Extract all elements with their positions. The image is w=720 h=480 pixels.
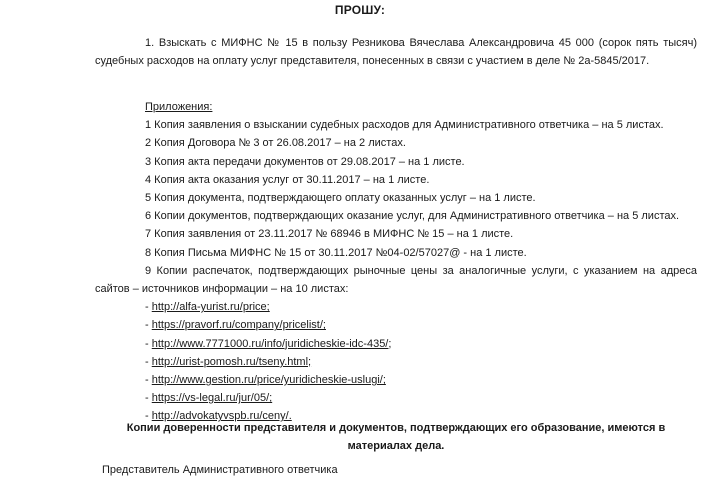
appendix-item-4: 4 Копия акта оказания услуг от 30.11.2017 – на 1 листе. [145, 173, 430, 186]
representative-line: Представитель Административного ответчика [102, 464, 338, 476]
appendix-title: Приложения: [145, 101, 213, 113]
appendix-item-1: 1 Копия заявления о взыскании судебных расходов для Административного ответчика – на 5 листах. [145, 119, 664, 132]
list-dash: - [145, 410, 149, 423]
list-dash: - [145, 392, 149, 405]
list-item [95, 353, 697, 371]
list-dash: - [145, 301, 149, 314]
source-link-2[interactable]: https://pravorf.ru/company/pricelist/; [151, 319, 326, 332]
list-dash: - [145, 337, 149, 350]
notice-paragraph: Копии доверенности представителя и документов, подтверждающих его образование, имеются в материалах дела. [126, 422, 666, 453]
appendix-item-6: 6 Копии документов, подтверждающих оказание услуг, для Административного ответчика – на 5 листах. [145, 210, 680, 223]
appendix-item-2: 2 Копия Договора № 3 от 26.08.2017 – на 2 листах. [145, 137, 406, 150]
source-link-4[interactable]: http://urist-pomosh.ru/tseny.html; [151, 355, 312, 368]
source-link-5[interactable]: http://www.gestion.ru/price/yuridicheskie-uslugi/; [151, 374, 386, 387]
appendix-item-5: 5 Копия документа, подтверждающего оплату оказанных услуг – на 1 листе. [145, 192, 536, 205]
source-link-7[interactable]: http://advokatyvspb.ru/ceny/. [151, 410, 292, 423]
list-item [95, 389, 697, 407]
list-item [95, 371, 697, 389]
source-link-6[interactable]: https://vs-legal.ru/jur/05/; [151, 392, 273, 405]
page-title: ПРОШУ: [334, 3, 386, 17]
appendix-item-3: 3 Копия акта передачи документов от 29.08.2017 – на 1 листе. [145, 155, 465, 168]
list-item [95, 316, 697, 334]
source-links-list [95, 298, 697, 425]
request-paragraph: 1. Взыскать с МИФНС № 15 в пользу Резникова Вячеслава Александровича 45 000 (сорок пять тысяч) судебных расходов на оплату услуг представителя, понесенных в связи с участием в деле № 2а-5845/2017. [95, 37, 697, 68]
appendix-item-7: 7 Копия заявления от 23.11.2017 № 68946 в МИФНС № 15 – на 1 листе. [145, 228, 514, 241]
list-item [95, 335, 697, 353]
appendix-item-8: 8 Копия Письма МИФНС № 15 от 30.11.2017 №04-02/57027@ - на 1 листе. [145, 246, 527, 259]
list-dash: - [145, 355, 149, 368]
list-dash: - [145, 319, 149, 332]
appendix-section [95, 98, 697, 426]
source-link-1[interactable]: http://alfa-yurist.ru/price; [151, 301, 270, 314]
list-dash: - [145, 374, 149, 387]
list-item [95, 298, 697, 316]
appendix-item-9: 9 Копии распечаток, подтверждающих рыночные цены за аналогичные услуги, с указанием на адреса сайтов – источников информации – на 10 листах: [95, 264, 697, 296]
source-link-3[interactable]: http://www.7771000.ru/info/juridicheskie-idc-435/; [151, 337, 392, 350]
